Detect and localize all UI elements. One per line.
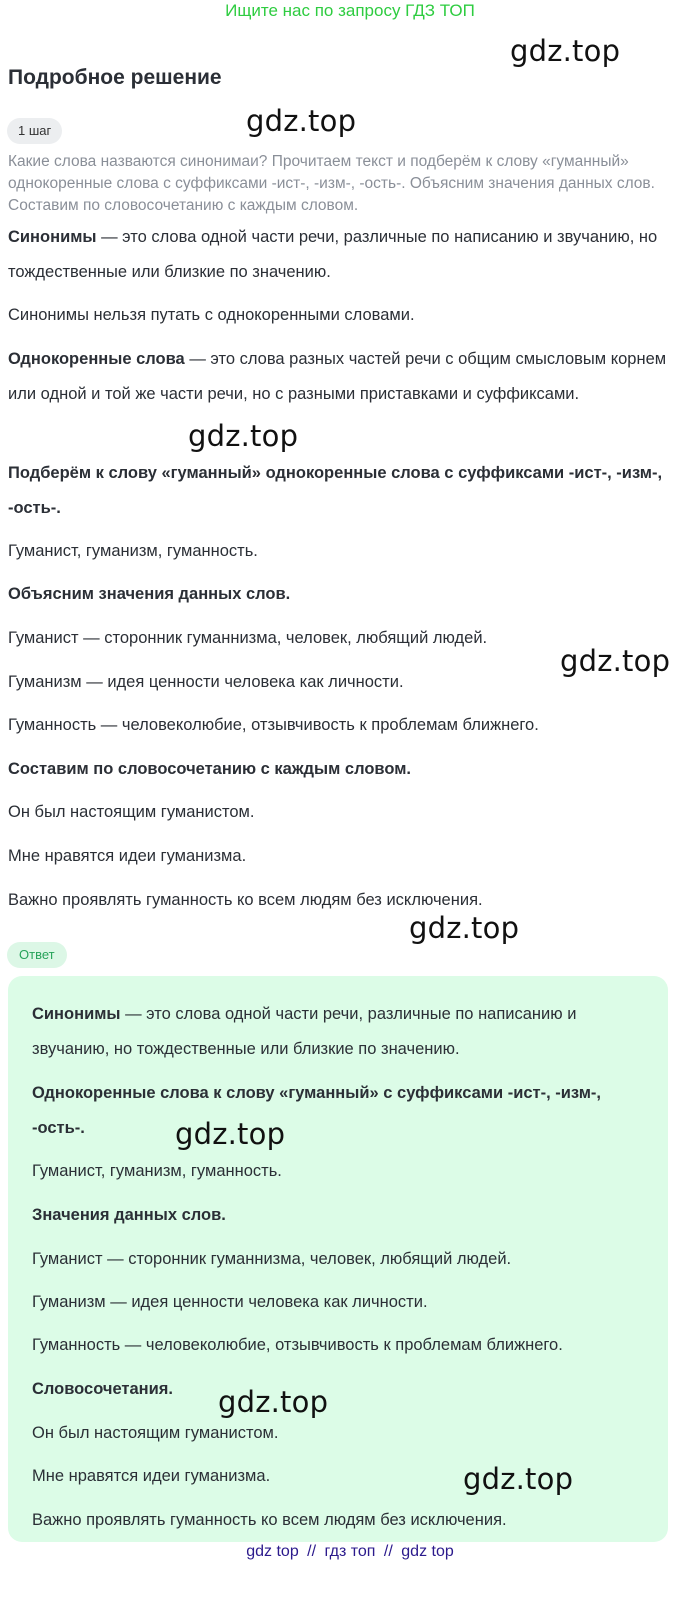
footer-separator: // <box>307 1543 317 1560</box>
cognate-definition <box>8 342 668 412</box>
answer-meanings-heading: Значения данных слов. <box>32 1206 226 1224</box>
cognate-text: — это слова разных частей речи с общим смысловым корнем или одной и той же части речи, но с разными приставками и суффиксами. <box>8 350 667 403</box>
explain-heading: Объясним значения данных слов. <box>8 585 291 603</box>
answer-cognate-heading: Однокоренные слова к слову «гуманный» с суффиксами -ист-, -изм-, -ость-. <box>32 1084 601 1137</box>
footer-link[interactable]: gdz top <box>246 1543 299 1560</box>
example-phrase: Он был настоящим гуманистом. <box>8 803 255 821</box>
definition-item: Гуманность — человеколюбие, отзывчивость к проблемам ближнего. <box>8 716 539 734</box>
synonyms-term: Синонимы <box>8 228 97 246</box>
watermark: gdz.top <box>175 1117 286 1151</box>
page-title: Подробное решение <box>8 66 222 89</box>
pick-heading: Подберём к слову «гуманный» однокоренные слова с суффиксами -ист-, -изм-, -ость-. <box>8 464 663 517</box>
answer-badge: Ответ <box>7 942 67 968</box>
example-phrase: Важно проявлять гуманность ко всем людям без исключения. <box>8 891 483 909</box>
answer-definition: Гуманизм — идея ценности человека как личности. <box>32 1293 428 1311</box>
cognate-term: Однокоренные слова <box>8 350 185 368</box>
footer-links <box>0 1543 700 1561</box>
answer-synonyms <box>32 997 652 1067</box>
answer-definition: Гуманист — сторонник гуманнизма, человек, любящий людей. <box>32 1250 512 1268</box>
answer-synonyms-term: Синонимы <box>32 1005 121 1023</box>
footer-link[interactable]: гдз топ <box>324 1543 376 1560</box>
watermark: gdz.top <box>560 644 671 678</box>
answer-word-list: Гуманист, гуманизм, гуманность. <box>32 1162 282 1180</box>
watermark: gdz.top <box>218 1385 329 1419</box>
watermark: gdz.top <box>246 104 357 138</box>
step-badge: 1 шаг <box>7 118 62 144</box>
definition-item: Гуманист — сторонник гуманнизма, человек, любящий людей. <box>8 629 488 647</box>
watermark: gdz.top <box>463 1462 574 1496</box>
answer-synonyms-text: — это слова одной части речи, различные по написанию и звучанию, но тождественные или близкие по значению. <box>32 1005 577 1058</box>
watermark: gdz.top <box>409 911 520 945</box>
answer-example: Мне нравятся идеи гуманизма. <box>32 1467 271 1485</box>
footer-separator: // <box>383 1543 393 1560</box>
watermark: gdz.top <box>188 419 299 453</box>
answer-definition: Гуманность — человеколюбие, отзывчивость к проблемам ближнего. <box>32 1336 563 1354</box>
word-list: Гуманист, гуманизм, гуманность. <box>8 542 258 560</box>
answer-phrases-heading: Словосочетания. <box>32 1380 174 1398</box>
answer-example: Важно проявлять гуманность ко всем людям без исключения. <box>32 1511 507 1529</box>
search-banner: Ищите нас по запросу ГДЗ ТОП <box>225 1 475 20</box>
definition-item: Гуманизм — идея ценности человека как личности. <box>8 673 404 691</box>
answer-example: Он был настоящим гуманистом. <box>32 1424 279 1442</box>
watermark: gdz.top <box>510 34 621 68</box>
footer-link[interactable]: gdz top <box>401 1543 454 1560</box>
compose-heading: Составим по словосочетанию с каждым словом. <box>8 760 411 778</box>
synonyms-note: Синонимы нельзя путать с однокоренными словами. <box>8 306 415 324</box>
synonyms-text: — это слова одной части речи, различные по написанию и звучанию, но тождественные или близкие по значению. <box>8 228 658 281</box>
step-intro: Какие слова назваются синонимаи? Прочитаем текст и подберём к слову «гуманный» однокоренные слова с суффиксами -ист-, -изм-, -ость-. Объясним значения данных слов. Составим по словосочетанию с каждым словом. <box>8 153 655 214</box>
example-phrase: Мне нравятся идеи гуманизма. <box>8 847 247 865</box>
synonyms-definition <box>8 220 668 290</box>
